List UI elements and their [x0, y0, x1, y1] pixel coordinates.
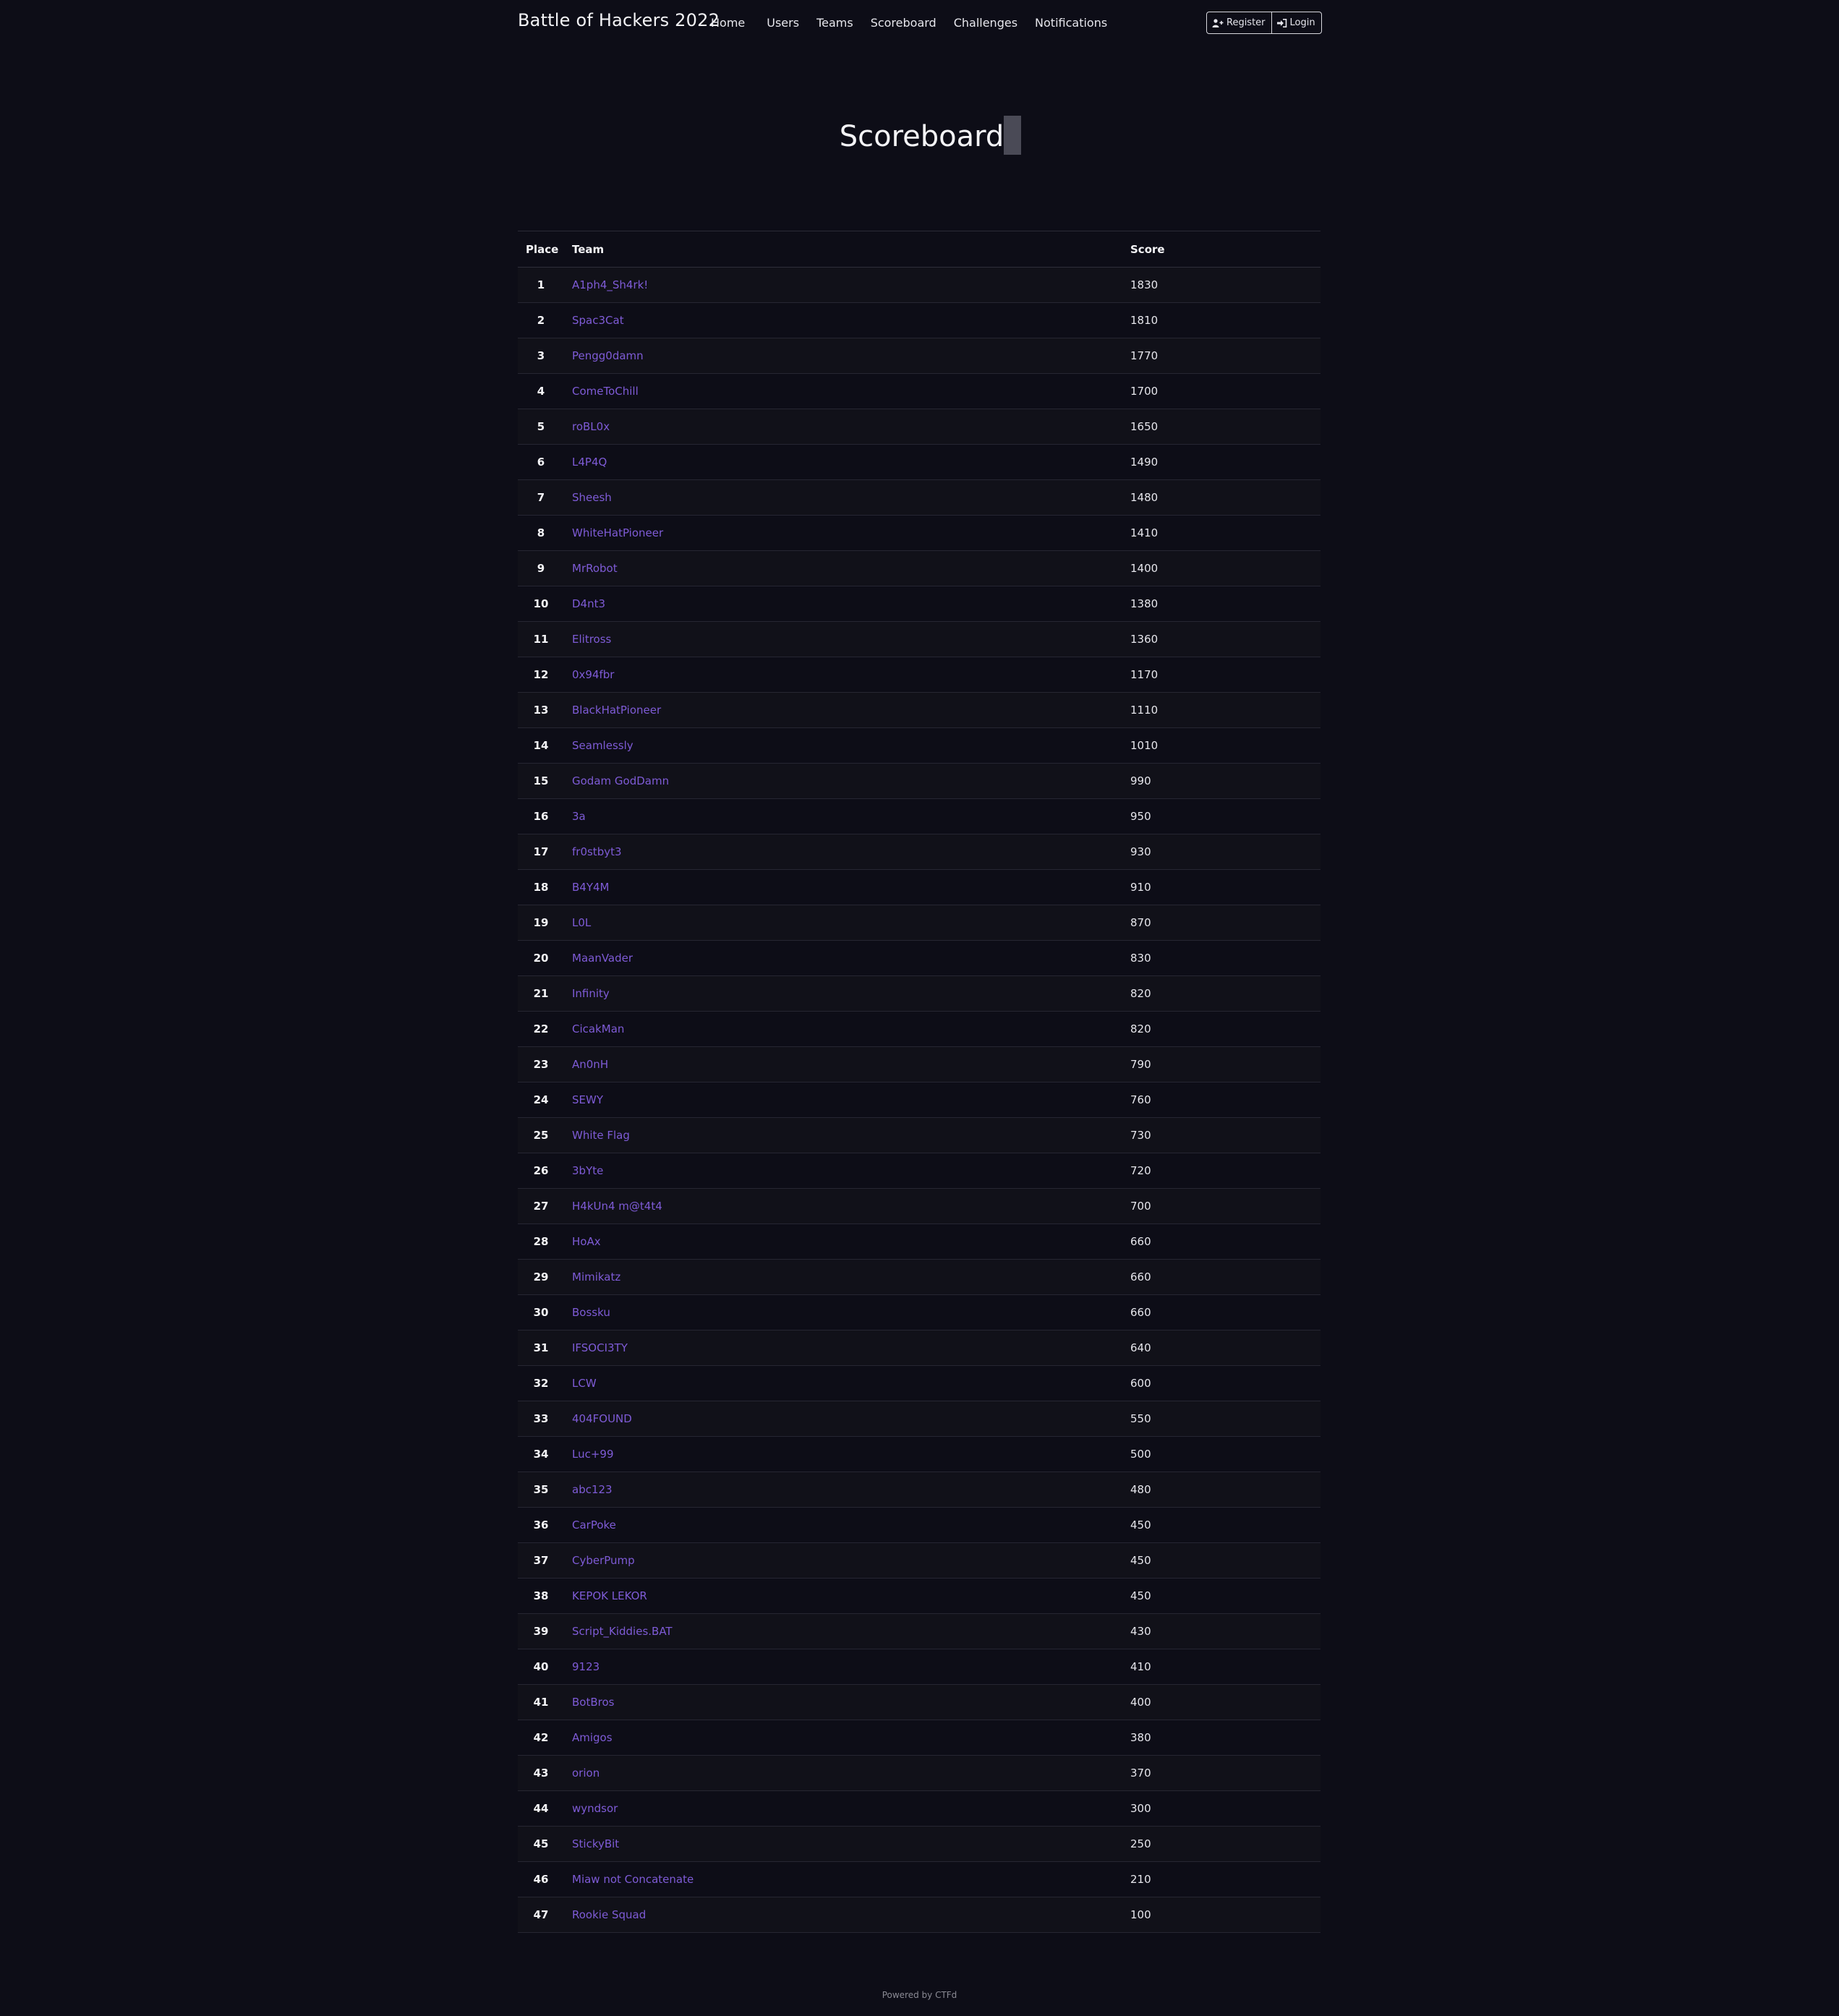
row-score: 950 — [1130, 810, 1151, 823]
row-score: 210 — [1130, 1873, 1151, 1886]
row-team-link[interactable]: 3a — [572, 810, 586, 823]
row-team-link[interactable]: wyndsor — [572, 1802, 618, 1815]
table-row — [518, 1047, 1320, 1082]
row-place: 23 — [533, 1058, 549, 1071]
row-team-link[interactable]: fr0stbyt3 — [572, 845, 622, 858]
table-row — [518, 1153, 1320, 1189]
table-row — [518, 480, 1320, 516]
table-row — [518, 657, 1320, 693]
row-score: 790 — [1130, 1058, 1151, 1071]
row-score: 1170 — [1130, 668, 1159, 681]
table-row — [518, 728, 1320, 764]
row-place: 29 — [533, 1270, 549, 1284]
navbar — [0, 0, 1839, 46]
row-team-link[interactable]: IFSOCI3TY — [572, 1341, 628, 1354]
row-place: 30 — [533, 1306, 549, 1319]
table-row — [518, 1472, 1320, 1508]
nav-notifications[interactable]: Notifications — [1035, 16, 1108, 30]
table-row — [518, 764, 1320, 799]
row-score: 1380 — [1130, 597, 1159, 610]
table-row — [518, 516, 1320, 551]
row-score: 1650 — [1130, 420, 1159, 433]
table-row — [518, 1118, 1320, 1153]
table-row — [518, 1614, 1320, 1649]
row-score: 400 — [1130, 1696, 1151, 1709]
row-score: 830 — [1130, 952, 1151, 965]
table-row — [518, 1295, 1320, 1331]
row-place: 24 — [533, 1093, 549, 1106]
login-label: Login — [1289, 17, 1315, 28]
row-team-link[interactable]: Bossku — [572, 1306, 610, 1319]
row-place: 28 — [533, 1235, 549, 1248]
row-team-link[interactable]: Mimikatz — [572, 1270, 621, 1284]
row-score: 660 — [1130, 1270, 1151, 1284]
row-team-link[interactable]: BotBros — [572, 1696, 615, 1709]
row-score: 1480 — [1130, 491, 1159, 504]
row-team-link[interactable]: 0x94fbr — [572, 668, 615, 681]
nav-teams[interactable]: Teams — [816, 16, 853, 30]
page-title — [840, 116, 1022, 155]
header-place: Place — [526, 242, 559, 256]
nav-links — [711, 16, 1107, 30]
row-team-link[interactable]: ComeToChill — [572, 385, 639, 398]
row-team-link[interactable]: BlackHatPioneer — [572, 704, 662, 717]
row-team-link[interactable]: CicakMan — [572, 1022, 625, 1035]
row-score: 410 — [1130, 1660, 1151, 1673]
row-score: 660 — [1130, 1235, 1151, 1248]
row-team-link[interactable]: Miaw not Concatenate — [572, 1873, 694, 1886]
table-row — [518, 1401, 1320, 1437]
row-team-link[interactable]: LCW — [572, 1377, 597, 1390]
row-place: 1 — [537, 278, 545, 291]
table-row — [518, 1543, 1320, 1579]
row-score: 730 — [1130, 1129, 1151, 1142]
row-place: 2 — [537, 314, 545, 327]
row-place: 38 — [533, 1589, 549, 1602]
table-row — [518, 1508, 1320, 1543]
jumbotron — [0, 116, 1839, 155]
row-team-link[interactable]: Spac3Cat — [572, 314, 624, 327]
row-team-link[interactable]: L4P4Q — [572, 456, 607, 469]
row-place: 44 — [533, 1802, 549, 1815]
row-place: 6 — [537, 456, 545, 469]
table-row — [518, 693, 1320, 728]
row-score: 370 — [1130, 1767, 1151, 1780]
nav-users[interactable]: Users — [767, 16, 800, 30]
row-place: 10 — [533, 597, 549, 610]
row-score: 450 — [1130, 1589, 1151, 1602]
login-button[interactable] — [1271, 12, 1322, 34]
row-team-link[interactable]: L0L — [572, 916, 592, 929]
row-team-link[interactable]: Godam GodDamn — [572, 774, 670, 787]
row-score: 660 — [1130, 1306, 1151, 1319]
row-score: 1410 — [1130, 526, 1159, 539]
row-place: 4 — [537, 385, 545, 398]
table-row — [518, 870, 1320, 905]
row-place: 42 — [533, 1731, 549, 1744]
row-team-link[interactable]: Pengg0damn — [572, 349, 644, 362]
row-score: 1400 — [1130, 562, 1159, 575]
row-team-link[interactable]: B4Y4M — [572, 881, 610, 894]
brand-link[interactable]: Battle of Hackers 2022 — [518, 10, 720, 30]
row-place: 15 — [533, 774, 549, 787]
row-score: 500 — [1130, 1448, 1151, 1461]
row-team-link[interactable]: orion — [572, 1767, 600, 1780]
row-place: 43 — [533, 1767, 549, 1780]
row-place: 22 — [533, 1022, 549, 1035]
row-team-link[interactable]: Luc+99 — [572, 1448, 614, 1461]
scoreboard-table — [518, 231, 1320, 1933]
table-row — [518, 1260, 1320, 1295]
table-row — [518, 1437, 1320, 1472]
row-score: 450 — [1130, 1519, 1151, 1532]
table-row — [518, 1827, 1320, 1862]
table-row — [518, 1897, 1320, 1933]
row-score: 1110 — [1130, 704, 1159, 717]
row-team-link[interactable]: Elitross — [572, 633, 612, 646]
row-team-link[interactable]: KEPOK LEKOR — [572, 1589, 647, 1602]
row-place: 33 — [533, 1412, 549, 1425]
row-place: 21 — [533, 987, 549, 1000]
row-score: 1490 — [1130, 456, 1159, 469]
row-score: 760 — [1130, 1093, 1151, 1106]
row-score: 700 — [1130, 1200, 1151, 1213]
row-team-link[interactable]: H4kUn4 m@t4t4 — [572, 1200, 662, 1213]
row-score: 1830 — [1130, 278, 1159, 291]
row-place: 5 — [537, 420, 545, 433]
nav-challenges[interactable]: Challenges — [953, 16, 1018, 30]
row-score: 1770 — [1130, 349, 1159, 362]
row-score: 1010 — [1130, 739, 1159, 752]
row-team-link[interactable]: CyberPump — [572, 1554, 635, 1567]
table-row — [518, 1189, 1320, 1224]
user-plus-icon — [1212, 19, 1224, 27]
row-place: 46 — [533, 1873, 549, 1886]
table-row — [518, 1579, 1320, 1614]
row-place: 31 — [533, 1341, 549, 1354]
row-team-link[interactable]: 404FOUND — [572, 1412, 632, 1425]
table-row — [518, 1366, 1320, 1401]
row-team-link[interactable]: roBL0x — [572, 420, 610, 433]
row-place: 20 — [533, 952, 549, 965]
row-place: 3 — [537, 349, 545, 362]
row-team-link[interactable]: abc123 — [572, 1483, 613, 1496]
row-place: 39 — [533, 1625, 549, 1638]
table-row — [518, 941, 1320, 976]
row-score: 930 — [1130, 845, 1151, 858]
row-place: 18 — [533, 881, 549, 894]
header-score: Score — [1130, 242, 1165, 256]
row-team-link[interactable]: MrRobot — [572, 562, 618, 575]
row-score: 250 — [1130, 1837, 1151, 1850]
row-team-link[interactable]: 3bYte — [572, 1164, 604, 1177]
row-place: 41 — [533, 1696, 549, 1709]
table-row — [518, 586, 1320, 622]
page-title-text: Scoreboard — [839, 120, 1004, 153]
table-row — [518, 1012, 1320, 1047]
row-place: 14 — [533, 739, 549, 752]
row-team-link[interactable]: SEWY — [572, 1093, 603, 1106]
row-place: 12 — [533, 668, 549, 681]
table-row — [518, 1720, 1320, 1756]
row-place: 27 — [533, 1200, 549, 1213]
footer-powered-by[interactable]: Powered by CTFd — [882, 1990, 957, 2000]
row-team-link[interactable]: D4nt3 — [572, 597, 606, 610]
table-body — [518, 268, 1320, 1933]
row-score: 1810 — [1130, 314, 1159, 327]
nav-home[interactable]: Home — [711, 16, 746, 30]
row-team-link[interactable]: WhiteHatPioneer — [572, 526, 664, 539]
sign-in-icon — [1277, 19, 1287, 27]
row-team-link[interactable]: 9123 — [572, 1660, 600, 1673]
row-score: 820 — [1130, 1022, 1151, 1035]
table-row — [518, 303, 1320, 338]
table-row — [518, 905, 1320, 941]
row-place: 32 — [533, 1377, 549, 1390]
row-score: 600 — [1130, 1377, 1151, 1390]
table-row — [518, 1224, 1320, 1260]
table-row — [518, 1082, 1320, 1118]
row-place: 7 — [537, 491, 545, 504]
row-place: 45 — [533, 1837, 549, 1850]
auth-button-group — [1206, 12, 1322, 34]
table-row — [518, 268, 1320, 303]
row-place: 47 — [533, 1908, 549, 1921]
row-place: 9 — [537, 562, 545, 575]
row-place: 16 — [533, 810, 549, 823]
table-row — [518, 338, 1320, 374]
row-place: 34 — [533, 1448, 549, 1461]
row-place: 11 — [533, 633, 549, 646]
row-team-link[interactable]: A1ph4_Sh4rk! — [572, 278, 649, 291]
table-header — [518, 231, 1320, 268]
row-score: 430 — [1130, 1625, 1151, 1638]
row-team-link[interactable]: StickyBit — [572, 1837, 620, 1850]
row-score: 380 — [1130, 1731, 1151, 1744]
table-row — [518, 1649, 1320, 1685]
table-row — [518, 551, 1320, 586]
table-row — [518, 622, 1320, 657]
row-place: 26 — [533, 1164, 549, 1177]
row-score: 480 — [1130, 1483, 1151, 1496]
table-row — [518, 409, 1320, 445]
register-label: Register — [1226, 17, 1266, 28]
row-score: 820 — [1130, 987, 1151, 1000]
table-row — [518, 1685, 1320, 1720]
row-place: 13 — [533, 704, 549, 717]
row-team-link[interactable]: Rookie Squad — [572, 1908, 647, 1921]
footer — [0, 1990, 1839, 2000]
row-score: 720 — [1130, 1164, 1151, 1177]
row-place: 17 — [533, 845, 549, 858]
header-team: Team — [572, 242, 605, 256]
table-row — [518, 976, 1320, 1012]
nav-scoreboard[interactable]: Scoreboard — [870, 16, 936, 30]
row-place: 40 — [533, 1660, 549, 1673]
row-place: 19 — [533, 916, 549, 929]
row-team-link[interactable]: CarPoke — [572, 1519, 616, 1532]
row-place: 36 — [533, 1519, 549, 1532]
row-team-link[interactable]: Script_Kiddies.BAT — [572, 1625, 673, 1638]
row-place: 25 — [533, 1129, 549, 1142]
row-team-link[interactable]: White Flag — [572, 1129, 630, 1142]
row-score: 870 — [1130, 916, 1151, 929]
row-score: 990 — [1130, 774, 1151, 787]
register-button[interactable] — [1206, 12, 1272, 34]
row-team-link[interactable]: Sheesh — [572, 491, 612, 504]
row-team-link[interactable]: HoAx — [572, 1235, 601, 1248]
table-row — [518, 1862, 1320, 1897]
row-place: 8 — [537, 526, 545, 539]
row-score: 300 — [1130, 1802, 1151, 1815]
row-team-link[interactable]: An0nH — [572, 1058, 609, 1071]
row-score: 1700 — [1130, 385, 1159, 398]
table-row — [518, 1756, 1320, 1791]
row-place: 37 — [533, 1554, 549, 1567]
row-team-link[interactable]: MaanVader — [572, 952, 633, 965]
row-team-link[interactable]: Amigos — [572, 1731, 613, 1744]
row-score: 1360 — [1130, 633, 1159, 646]
table-row — [518, 445, 1320, 480]
table-row — [518, 374, 1320, 409]
table-row — [518, 799, 1320, 834]
row-team-link[interactable]: Seamlessly — [572, 739, 633, 752]
row-score: 640 — [1130, 1341, 1151, 1354]
row-place: 35 — [533, 1483, 549, 1496]
table-row — [518, 834, 1320, 870]
row-score: 100 — [1130, 1908, 1151, 1921]
row-score: 910 — [1130, 881, 1151, 894]
row-score: 450 — [1130, 1554, 1151, 1567]
table-row — [518, 1791, 1320, 1827]
row-score: 550 — [1130, 1412, 1151, 1425]
row-team-link[interactable]: Infinity — [572, 987, 610, 1000]
table-row — [518, 1331, 1320, 1366]
text-cursor — [1004, 116, 1021, 155]
